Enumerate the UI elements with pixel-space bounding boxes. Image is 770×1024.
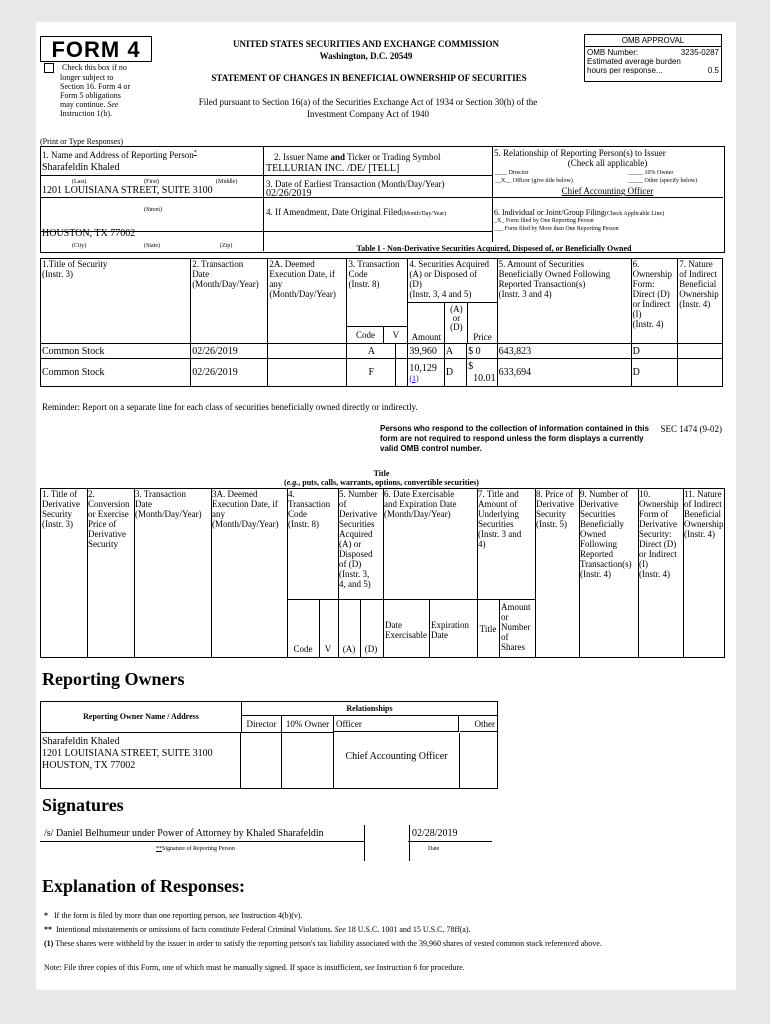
relationships-header: Relationships xyxy=(242,702,497,716)
box5-sub: (Check all applicable) xyxy=(567,158,648,168)
t2-col6: 6. Date Exercisable and Expiration Date (Month/Day/Year) Date Exercisable Expiration Date xyxy=(383,489,478,657)
director-header: Director xyxy=(242,716,282,733)
section16-checkbox[interactable] xyxy=(44,63,54,73)
t1-r2-owned: 633,694 xyxy=(497,359,631,387)
officer-option: __X__ Officer (give title below) xyxy=(495,178,573,184)
omb-number-label: OMB Number: xyxy=(587,48,639,57)
t2-amount-header-5: Shares xyxy=(501,642,525,652)
reporting-person-street: 1201 LOUISIANA STREET, SUITE 3100 xyxy=(42,185,213,196)
owner-option: _____ 10% Owner xyxy=(628,170,674,176)
one-person-option: _X_ Form filed by One Reporting Person xyxy=(494,218,594,224)
t2-expiration: Expiration xyxy=(431,620,469,630)
issuer-name: TELLURIAN INC. /DE/ [TELL] xyxy=(266,163,400,174)
t2-date-exercisable-2: Exercisable xyxy=(385,630,427,640)
signature-date: 02/28/2019 xyxy=(408,828,492,842)
form-title: FORM 4 xyxy=(51,37,141,62)
filed-pursuant-1: Filed pursuant to Section 16(a) of the Securities Exchange Act of 1934 or Section 30(h) of the xyxy=(198,97,538,107)
t2-code-header: Code xyxy=(293,644,313,654)
table2 xyxy=(40,488,725,658)
owner10-header: 10% Owner xyxy=(282,716,334,733)
omb-burden: Estimated average burden xyxy=(587,57,681,66)
t2-col3: 3. Transaction Date (Month/Day/Year) xyxy=(134,489,212,657)
t2-title-header: Title xyxy=(479,624,497,634)
owner-name-cell xyxy=(41,733,241,788)
t1-h5: 5. Amount of Securities Beneficially Owned Following Reported Transaction(s) (Instr. 3 and 4) xyxy=(497,259,631,344)
signature-label: **Signature of Reporting Person xyxy=(156,846,235,852)
director-option: ____ Director xyxy=(495,170,529,176)
box5-label: 5. Relationship of Reporting Person(s) to Issuer xyxy=(494,148,666,158)
checkbox-text: longer subject to xyxy=(60,73,114,83)
explanation-heading: Explanation of Responses: xyxy=(42,876,246,896)
table1-title: Table I - Non-Derivative Securities Acquired, Disposed of, or Beneficially Owned xyxy=(356,244,632,253)
box3-label: 3. Date of Earliest Transaction (Month/Day/Year) xyxy=(266,179,445,189)
persons-notice: Persons who respond to the collection of information contained in this form are not required to respond unless the form displays a currently valid OMB control number. xyxy=(380,424,649,453)
filed-pursuant-2: Investment Company Act of 1940 xyxy=(307,109,429,119)
t1-r2-amount: 10,129 xyxy=(409,362,437,374)
t1-h2A: 2A. Deemed Execution Date, if any (Month/Day/Year) xyxy=(268,259,347,344)
reporting-owners-table xyxy=(40,701,498,789)
checkbox-text: Instruction 1(b). xyxy=(60,109,112,119)
box6-label: 6. Individual or Joint/Group Filing(Check Applicable Line) xyxy=(494,208,665,217)
omb-title: OMB APPROVAL xyxy=(585,35,721,47)
owner-city: HOUSTON, TX 77002 xyxy=(42,760,136,771)
omb-hours-label: hours per response... xyxy=(587,66,663,75)
t2-amount-header-3: Number xyxy=(501,622,531,632)
reporting-owners-heading: Reporting Owners xyxy=(42,669,185,689)
omb-number: 3235-0287 xyxy=(680,48,719,57)
t1-r2-title: Common Stock xyxy=(41,359,191,387)
t2-col1: 1. Title of Derivative Security (Instr. 3) xyxy=(41,489,88,657)
t2-col4: 4. Transaction Code (Instr. 8) Code V xyxy=(287,489,339,657)
box2-label: 2. Issuer Name and Ticker or Trading Symbol xyxy=(274,152,441,162)
checkbox-text: Section 16. Form 4 or xyxy=(60,82,130,92)
box1-label: 1. Name and Address of Reporting Person* xyxy=(42,150,197,160)
zip-label: (Zip) xyxy=(220,243,233,249)
print-type-note: (Print or Type Responses) xyxy=(40,137,124,146)
table1-row xyxy=(41,344,723,359)
t2-col10: 10. Ownership Form of Derivative Security: Direct (D) or Indirect (I) (Instr. 4) xyxy=(638,489,684,657)
t1-aord-header: (A) or (D) xyxy=(445,303,468,343)
table1 xyxy=(40,258,723,387)
t2-date-exercisable: Date xyxy=(385,620,402,630)
date-label: Date xyxy=(428,846,440,852)
t1-h7: 7. Nature of Indirect Beneficial Ownership (Instr. 4) xyxy=(678,259,723,344)
form-page xyxy=(36,22,736,990)
city-label: (City) xyxy=(72,243,87,249)
explanation-item-3: (1) These shares were withheld by the issuer in order to satisfy the reporting person's tax liability associated with the 39,960 shares of vested common stock referenced above. xyxy=(44,939,602,948)
t2-col9: 9. Number of Derivative Securities Beneficially Owned Following Reported Transaction(s) (Instr. 4) xyxy=(579,489,639,657)
t1-r1-code: A xyxy=(347,344,396,359)
explanation-item-1: * If the form is filed by more than one reporting person, see Instruction 4(b)(v). xyxy=(44,911,303,920)
middle-label: (Middle) xyxy=(216,179,238,185)
t2-amount-header: Amount xyxy=(501,602,531,612)
street-label: (Street) xyxy=(144,207,162,213)
t1-r1-date: 02/26/2019 xyxy=(191,344,268,359)
checkbox-see: See xyxy=(107,100,119,110)
state-label: (State) xyxy=(144,243,160,249)
first-label: (First) xyxy=(144,179,159,185)
t2-amount-header-2: or xyxy=(501,612,509,622)
t1-r2-footnote-link[interactable]: (1) xyxy=(409,373,419,383)
sec-number: SEC 1474 (9-02) xyxy=(660,424,722,434)
omb-hours: 0.5 xyxy=(707,66,719,75)
t1-h3: 3. Transaction Code (Instr. 8) Code V xyxy=(347,259,408,344)
more-persons-option: ___ Form filed by More than One Reporting Person xyxy=(494,226,619,232)
t1-r1-price: $ 0 xyxy=(467,344,497,359)
t2-expiration-2: Date xyxy=(431,630,448,640)
t2-v-header: V xyxy=(324,644,332,654)
checkbox-block xyxy=(44,63,154,118)
t1-r1-title: Common Stock xyxy=(41,344,191,359)
t2-col11: 11. Nature of Indirect Beneficial Ownership (Instr. 4) xyxy=(684,489,724,539)
t2-col7: 7. Title and Amount of Underlying Securities (Instr. 3 and 4) Title Amount or Number of Shares xyxy=(477,489,536,657)
t2-col3A: 3A. Deemed Execution Date, if any (Month/Day/Year) xyxy=(211,489,288,657)
t2-col5: 5. Number of Derivative Securities Acquired (A) or Disposed of (D) (Instr. 3, 4, and 5) (A) (D) xyxy=(338,489,384,657)
reporting-person-city: HOUSTON, TX 77002 xyxy=(42,228,136,239)
other-header: Other xyxy=(460,716,497,732)
checkbox-text: Form 5 obligations xyxy=(60,91,121,101)
agency-name: UNITED STATES SECURITIES AND EXCHANGE COMMISSION xyxy=(233,39,499,49)
box4-label: 4. If Amendment, Date Original Filed(Month/Day/Year) xyxy=(266,207,447,217)
statement-title: STATEMENT OF CHANGES IN BENEFICIAL OWNERSHIP OF SECURITIES xyxy=(211,73,527,83)
owner-name: Sharafeldin Khaled xyxy=(42,736,120,747)
omb-approval-box xyxy=(584,34,722,82)
table1-row xyxy=(41,359,723,387)
t1-code-header: Code xyxy=(347,327,384,343)
t1-h4: 4. Securities Acquired (A) or Disposed of (D) (Instr. 3, 4 and 5) Amount (A) or (D) Price xyxy=(408,259,497,344)
t1-r2-aord: D xyxy=(444,359,466,387)
checkbox-text: may continue. xyxy=(60,100,106,110)
t1-price-header: Price xyxy=(473,332,492,342)
owner-name-header: Reporting Owner Name / Address xyxy=(41,702,242,733)
note-text: Note: File three copies of this Form, one of which must be manually signed. If space is insufficient, see Instruction 6 for procedure. xyxy=(44,963,465,972)
form-title-box xyxy=(40,36,152,62)
t1-amount-header: Amount xyxy=(408,303,445,343)
owner-street: 1201 LOUISIANA STREET, SUITE 3100 xyxy=(42,748,213,759)
reminder-text: Reminder: Report on a separate line for each class of securities beneficially owned directly or indirectly. xyxy=(42,402,418,412)
t1-r1-amount: 39,960 xyxy=(408,344,445,359)
t2-amount-header-4: of xyxy=(501,632,509,642)
t1-r2-code: F xyxy=(347,359,396,387)
agency-location: Washington, D.C. 20549 xyxy=(319,51,413,61)
signature-value: /s/ Daniel Belhumeur under Power of Attorney by Khaled Sharafeldin xyxy=(40,828,364,842)
t2-col8: 8. Price of Derivative Security (Instr. 5) xyxy=(535,489,580,657)
other-option: _____ Other (specify below) xyxy=(628,178,698,184)
officer-header: Officer xyxy=(334,716,459,732)
signatures-heading: Signatures xyxy=(42,795,124,815)
t1-v-header: V xyxy=(392,330,400,340)
officer-title: Chief Accounting Officer xyxy=(561,186,654,196)
t1-r2-price-sign: $ xyxy=(468,360,474,372)
reporting-person-name: Sharafeldin Khaled xyxy=(42,162,120,173)
t1-r1-owned: 643,823 xyxy=(497,344,631,359)
t1-r2-price: 10.01 xyxy=(473,372,496,384)
t1-r1-form: D xyxy=(631,344,678,359)
t2-d-header: (D) xyxy=(364,644,378,654)
t2-a-header: (A) xyxy=(342,644,356,654)
t2-col2: 2. Conversion or Exercise Price of Derivative Security xyxy=(87,489,135,657)
explanation-item-2: ** Intentional misstatements or omissions of facts constitute Federal Criminal Violations. See 18 U.S.C. 1001 and 15 U.S.C. 78ff(a). xyxy=(44,925,471,934)
table2-subtitle: (e.g., puts, calls, warrants, options, convertible securities) xyxy=(284,478,479,487)
earliest-transaction-date: 02/26/2019 xyxy=(266,188,312,199)
checkbox-text: Check this box if no xyxy=(62,63,127,72)
t1-h2: 2. Transaction Date (Month/Day/Year) xyxy=(191,259,268,344)
t1-h6: 6. Ownership Form: Direct (D) or Indirect (I) (Instr. 4) xyxy=(631,259,678,344)
t1-r2-date: 02/26/2019 xyxy=(191,359,268,387)
last-label: (Last) xyxy=(72,179,87,185)
t1-r1-aord: A xyxy=(444,344,466,359)
owner-officer-title: Chief Accounting Officer xyxy=(345,751,448,762)
t1-r2-form: D xyxy=(631,359,678,387)
t1-h1: 1.Title of Security (Instr. 3) xyxy=(41,259,191,344)
table2-title: Title xyxy=(373,469,390,478)
